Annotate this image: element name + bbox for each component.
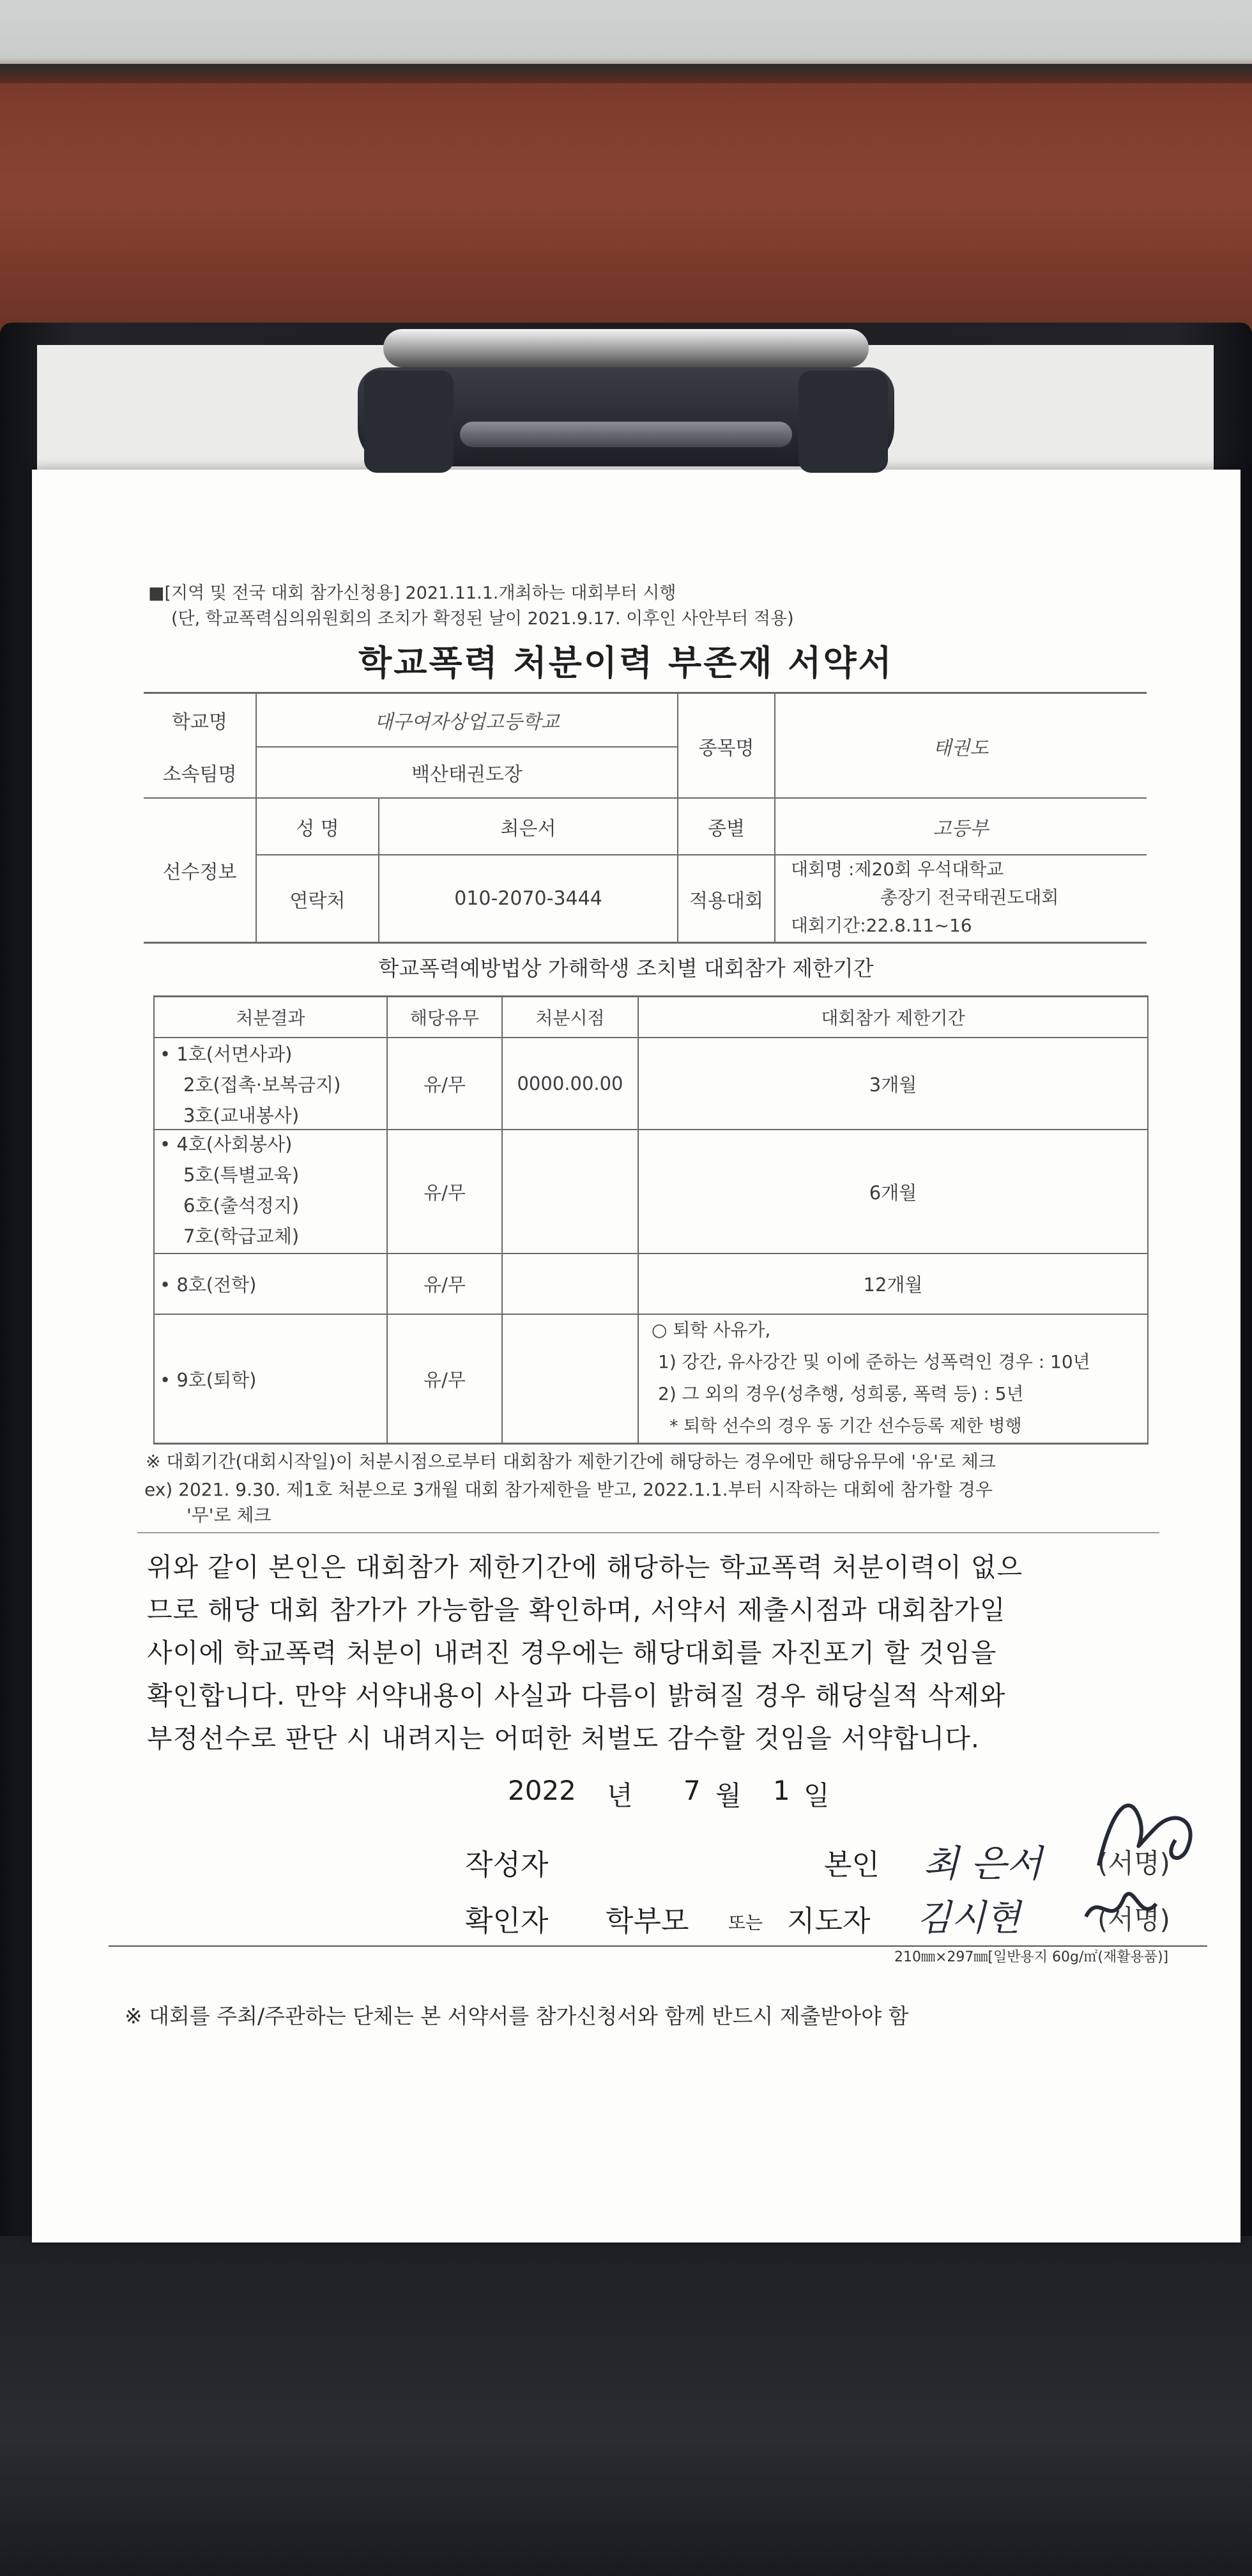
row2-date (503, 1130, 637, 1253)
self-signature-scribble (1086, 1782, 1207, 1891)
row2-result-3: 6호(출석정지) (183, 1195, 300, 1216)
coach-signature-name: 김시현 (917, 1897, 1021, 1939)
school-label: 학교명 (172, 711, 227, 733)
row1-period: 3개월 (869, 1073, 917, 1096)
competition-label: 적용대회 (689, 889, 763, 912)
parent-label: 학부모 (606, 1904, 689, 1938)
pledge-line-3: 사이에 학교폭력 처분이 내려진 경우에는 해당대회를 자진포기 할 것임을 (147, 1637, 997, 1668)
clip-hinge-left (364, 371, 454, 473)
competition-name-line2: 총장기 전국태권도대회 (880, 887, 1059, 908)
date-day: 1 (773, 1775, 790, 1806)
row4-date (503, 1315, 637, 1443)
row4-period-line3: 2) 그 외의 경우(성추행, 성희롱, 폭력 등) : 5년 (658, 1383, 1024, 1404)
category-label: 종별 (708, 817, 745, 840)
footer-note: ※ 대회를 주최/주관하는 단체는 본 서약서를 참가신청서와 함께 반드시 제출받아야 함 (125, 2004, 909, 2028)
confirmer-label: 확인자 (465, 1904, 549, 1938)
pledge-line-5: 부정선수로 판단 시 내려지는 어떠한 처벌도 감수할 것임을 서약합니다. (147, 1723, 980, 1754)
contact-value: 010-2070-3444 (454, 887, 602, 910)
row2-period: 6개월 (869, 1181, 917, 1204)
pledge-text (147, 1546, 1195, 1760)
row3-applicable: 유/무 (424, 1274, 466, 1296)
date-month: 7 (683, 1775, 701, 1806)
event-value: 태권도 (933, 737, 989, 760)
clip-hinge-right (798, 371, 888, 473)
date-year-unit: 년 (607, 1780, 633, 1811)
date-day-unit: 일 (804, 1780, 830, 1811)
restriction-note-3: '무'로 체크 (187, 1505, 271, 1526)
row3-period: 12개월 (863, 1274, 923, 1296)
self-seal: (서명) (1097, 1848, 1170, 1879)
team-value: 백산태권도장 (411, 763, 523, 786)
clip-lever (383, 329, 869, 367)
contact-label: 연락처 (289, 889, 346, 912)
competition-period: 대회기간:22.8.11~16 (791, 915, 972, 936)
row2-applicable: 유/무 (424, 1181, 466, 1204)
coach-signature-scribble (1080, 1885, 1163, 1936)
row1-result-3: 3호(교내봉사) (183, 1105, 300, 1126)
clipboard-bottom (0, 2236, 1252, 2576)
row2-result-4: 7호(학급교체) (183, 1225, 300, 1247)
coach-seal: (서명) (1097, 1904, 1170, 1935)
header-applicable: 해당유무 (409, 1008, 480, 1029)
restriction-border-bottom (153, 1443, 1149, 1445)
pledge-line-1: 위와 같이 본인은 대회참가 제한기간에 해당하는 학교폭력 처분이력이 없으 (147, 1552, 1023, 1583)
info-border-bottom (144, 942, 1147, 944)
school-value: 대구여자상업고등학교 (374, 711, 560, 733)
notes-divider (137, 1532, 1159, 1533)
pledge-line-2: 므로 해당 대회 참가가 가능함을 확인하며, 서약서 제출시점과 대회참가일 (147, 1595, 1006, 1625)
restriction-vline-4 (1147, 995, 1149, 1445)
coach-label: 지도자 (787, 1904, 871, 1938)
restriction-vline-0 (153, 995, 155, 1445)
name-value: 최은서 (500, 817, 556, 840)
date-year: 2022 (508, 1775, 576, 1806)
header-date: 처분시점 (535, 1008, 605, 1029)
author-label: 작성자 (465, 1848, 549, 1882)
paper-spec: 210㎜×297㎜[일반용지 60g/㎡(재활용품)] (894, 1949, 1169, 1965)
row1-date: 0000.00.00 (517, 1073, 623, 1094)
notice-line-2: (단, 학교폭력심의위원회의 조치가 확정된 날이 2021.9.17. 이후인 사안부터 적용) (171, 609, 794, 629)
document-title: 학교폭력 처분이력 부존재 서약서 (358, 643, 894, 683)
name-label: 성 명 (296, 817, 339, 840)
notice-line-1: ■[지역 및 전국 대회 참가신청용] 2021.11.1.개최하는 대회부터 시행 (148, 583, 676, 603)
category-value: 고등부 (933, 817, 989, 840)
background-ledge (0, 64, 1252, 83)
background-wall (0, 0, 1252, 332)
row4-period-line2: 1) 강간, 유사강간 및 이에 준하는 성폭력인 경우 : 10년 (658, 1351, 1090, 1372)
pledge-line-4: 확인합니다. 만약 서약내용이 사실과 다름이 밝혀질 경우 해당실적 삭제와 (147, 1680, 1006, 1711)
player-info-label: 선수정보 (162, 861, 237, 884)
row3-date (503, 1254, 637, 1314)
restriction-heading: 학교폭력예방법상 가해학생 조치별 대회참가 제한기간 (378, 956, 874, 981)
info-border-top (144, 692, 1147, 694)
row2-result-1: • 4호(사회봉사) (160, 1133, 293, 1155)
restriction-note-1: ※ 대회기간(대회시작일)이 처분시점으로부터 대회참가 제한기간에 해당하는 경우에만 해당유무에 '유'로 체크 (146, 1451, 996, 1472)
row1-result-2: 2호(접촉·보복금지) (183, 1074, 341, 1096)
self-label: 본인 (824, 1848, 880, 1882)
self-signature-name: 최 은서 (923, 1842, 1042, 1885)
row1-applicable: 유/무 (424, 1073, 466, 1096)
header-period: 대회참가 제한기간 (821, 1008, 965, 1029)
or-label: 또는 (728, 1912, 763, 1933)
team-label: 소속팀명 (162, 763, 237, 786)
self-scribble-stroke (1099, 1805, 1191, 1866)
restriction-note-2: ex) 2021. 9.30. 제1호 처분으로 3개월 대회 참가제한을 받고, 2022.1.1.부터 시작하는 대회에 참가할 경우 (144, 1479, 993, 1500)
row4-result: • 9호(퇴학) (160, 1368, 257, 1391)
competition-name-line1: 대회명 :제20회 우석대학교 (791, 859, 1004, 880)
clip-spring (460, 422, 792, 447)
header-result: 처분결과 (236, 1008, 305, 1029)
row4-period-line4: * 퇴학 선수의 경우 동 기간 선수등록 제한 병행 (669, 1416, 1022, 1436)
row4-applicable: 유/무 (424, 1368, 466, 1391)
row3-result: • 8호(전학) (160, 1274, 257, 1296)
date-month-unit: 월 (715, 1780, 742, 1811)
row4-period-line1: ○ 퇴학 사유가, (652, 1319, 771, 1340)
coach-scribble-stroke (1086, 1894, 1156, 1917)
row2-result-2: 5호(특별교육) (183, 1164, 300, 1186)
event-label: 종목명 (698, 737, 754, 760)
row1-result-1: • 1호(서면사과) (160, 1043, 293, 1065)
